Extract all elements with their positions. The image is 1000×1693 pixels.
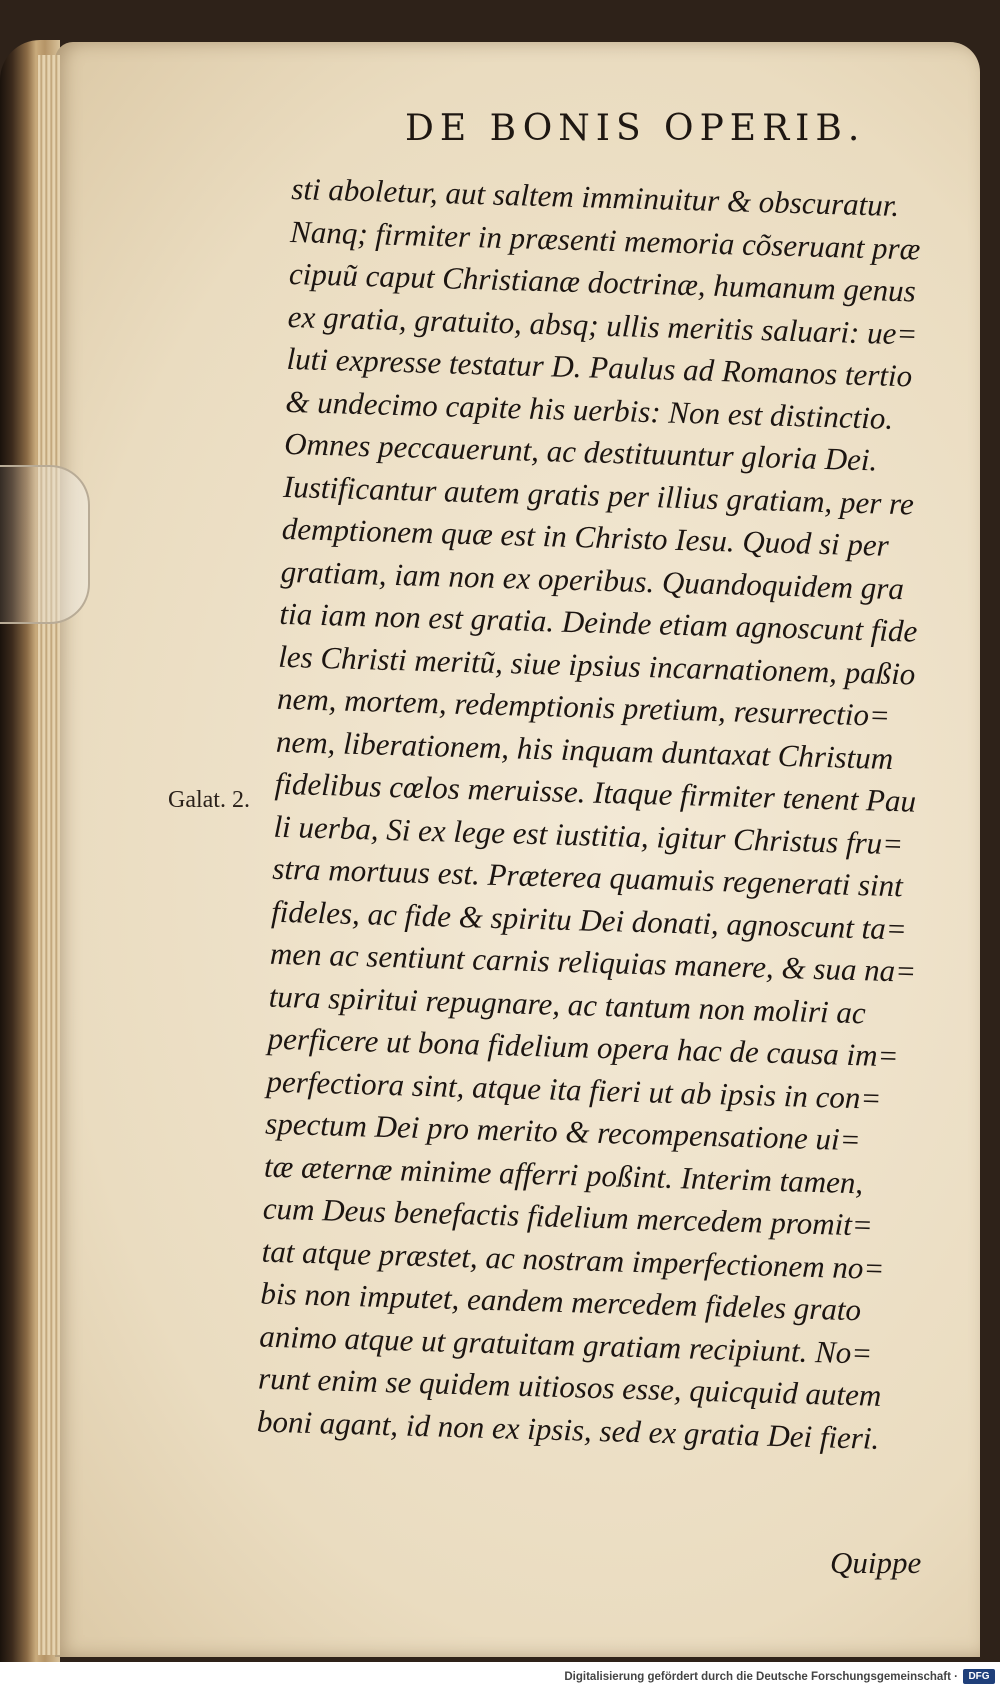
text-line: tura spiritui repugnare, ac tantum non moliri ac: [268, 978, 867, 1030]
text-line: men ac sentiunt carnis reliquias manere, & sua na=: [269, 935, 917, 989]
catchword: Quippe: [830, 1545, 922, 1580]
text-line: perficere ut bona fidelium opera hac de causa im=: [267, 1020, 899, 1074]
page-edges: [38, 55, 60, 1655]
text-line: runt enim se quidem uitiosos esse, quicquid autem: [257, 1360, 882, 1413]
text-line: les Christi meritũ, siue ipsius incarnationem, paßio: [277, 638, 916, 692]
text-line: & undecimo capite his uerbis: Non est distinctio.: [285, 383, 894, 436]
text-line: Iustificantur autem gratis per illius gratiam, per re: [282, 468, 915, 521]
text-line: tat atque præstet, ac nostram imperfectionem no=: [261, 1233, 885, 1286]
text-line: li uerba, Si ex lege est iustitia, igitur Christus fru=: [273, 808, 904, 861]
text-line: nem, mortem, redemptionis pretium, resurrectio=: [276, 680, 891, 733]
book-clasp: [0, 465, 90, 624]
body-text: [256, 168, 971, 1461]
text-line: boni agant, id non ex ipsis, sed ex gratia Dei fieri.: [256, 1403, 880, 1456]
text-line: perfectiora sint, atque ita fieri ut ab ipsis in con=: [266, 1063, 882, 1116]
text-line: cum Deus benefactis fidelium mercedem promit=: [262, 1190, 874, 1243]
text-line: luti expresse testatur D. Paulus ad Romanos tertio: [286, 340, 913, 394]
text-line: bis non imputet, eandem mercedem fideles grato: [260, 1275, 862, 1328]
footer-bar: [0, 1662, 1000, 1693]
text-line: tia iam non est gratia. Deinde etiam agnoscunt fide: [279, 595, 918, 649]
dfg-logo: DFG: [963, 1669, 995, 1684]
funding-credit: Digitalisierung gefördert durch die Deutsche Forschungsgemeinschaft ·: [564, 1671, 958, 1683]
text-line: cipuũ caput Christianæ doctrinæ, humanum genus: [288, 255, 917, 309]
text-line: Omnes peccauerunt, ac destituuntur gloria Dei.: [283, 425, 878, 478]
text-line: spectum Dei pro merito & recompensatione ui=: [264, 1105, 862, 1158]
text-line: animo atque ut gratuitam gratiam recipiunt. No=: [258, 1318, 873, 1371]
running-head: DE BONIS OPERIB.: [405, 108, 866, 149]
text-line: Nanq; firmiter in præsenti memoria cõseruant præ: [289, 213, 921, 267]
text-line: fideles, ac fide & spiritu Dei donati, agnoscunt ta=: [270, 893, 908, 946]
text-line: tæ æternæ minime afferri poßint. Interim tamen,: [263, 1148, 864, 1200]
text-line: nem, liberationem, his inquam duntaxat Christum: [275, 723, 894, 776]
text-line: demptionem quæ est in Christo Iesu. Quod si per: [281, 510, 890, 563]
text-line: ex gratia, gratuito, absq; ullis meritis saluari: ue=: [287, 298, 918, 352]
text-line: stra mortuus est. Præterea quamuis regenerati sint: [271, 850, 904, 904]
text-line: gratiam, iam non ex operibus. Quandoquidem gra: [280, 553, 905, 606]
margin-note: Galat. 2.: [168, 787, 250, 813]
text-line: sti aboletur, aut saltem imminuitur & obscuratur.: [290, 170, 900, 223]
text-line: fidelibus cœlos meruisse. Itaque firmiter tenent Pau: [274, 765, 917, 819]
